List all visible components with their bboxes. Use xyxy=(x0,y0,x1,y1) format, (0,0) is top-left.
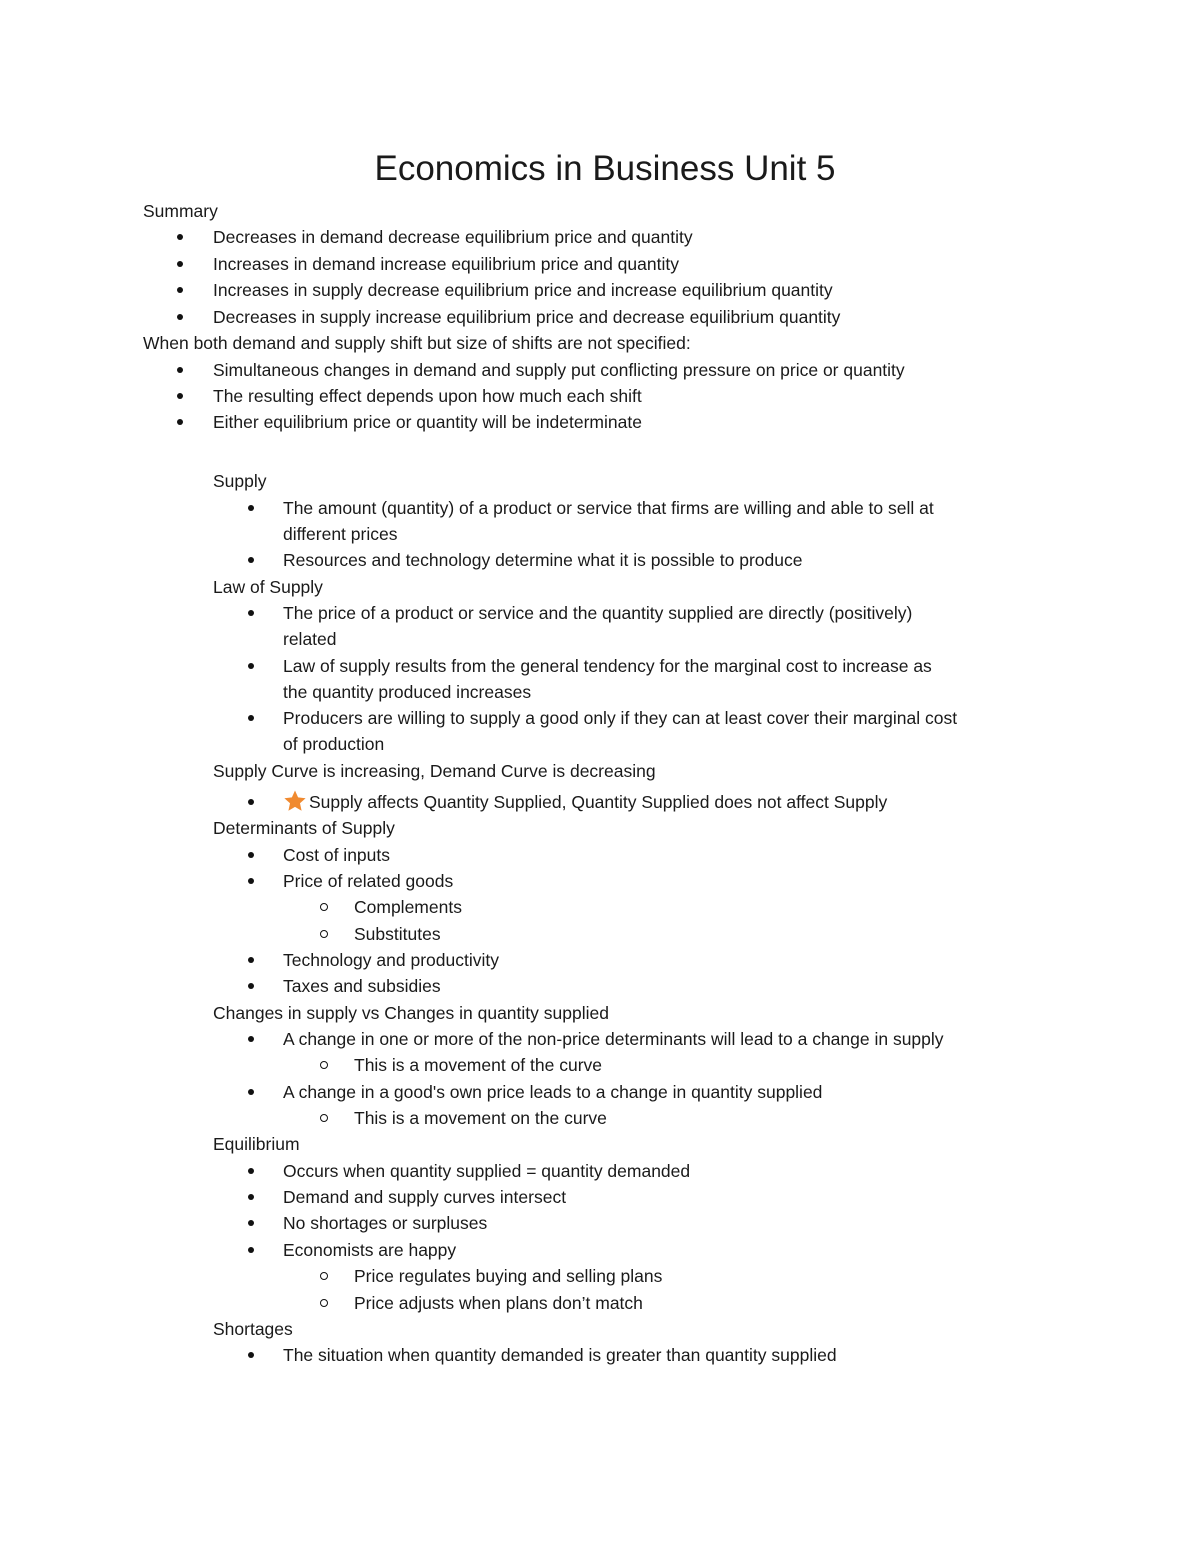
section-heading xyxy=(143,198,218,224)
line-text: Supply affects Quantity Supplied, Quantity Supplied does not affect Supply xyxy=(309,792,888,812)
line-text: Substitutes xyxy=(354,924,441,944)
sub-bullet-marker xyxy=(320,903,328,911)
bullet-marker xyxy=(177,234,183,240)
bullet-marker xyxy=(248,1194,254,1200)
bullet-marker xyxy=(248,799,254,805)
bullet-marker xyxy=(248,878,254,884)
star-icon xyxy=(283,789,307,813)
section-heading xyxy=(213,1316,293,1342)
section-heading xyxy=(213,574,323,600)
list-item xyxy=(354,894,462,920)
list-item xyxy=(283,495,934,521)
line-text: The situation when quantity demanded is greater than quantity supplied xyxy=(283,1345,837,1365)
line-text: Supply xyxy=(213,471,267,491)
line-text: The price of a product or service and the quantity supplied are directly (positively) xyxy=(283,603,913,623)
bullet-marker xyxy=(248,852,254,858)
list-item xyxy=(213,304,840,330)
list-item xyxy=(283,600,912,626)
list-item xyxy=(213,409,642,435)
bullet-marker xyxy=(177,261,183,267)
line-text: Simultaneous changes in demand and supply put conflicting pressure on price or quantity xyxy=(213,360,905,380)
bullet-marker xyxy=(177,314,183,320)
sub-bullet-marker xyxy=(320,1299,328,1307)
line-text: different prices xyxy=(283,524,398,544)
bullet-marker xyxy=(248,715,254,721)
list-item xyxy=(283,731,384,757)
line-text: The amount (quantity) of a product or service that firms are willing and able to sell at xyxy=(283,498,934,518)
line-text: Price of related goods xyxy=(283,871,454,891)
line-text: Determinants of Supply xyxy=(213,818,395,838)
line-text: Shortages xyxy=(213,1319,293,1339)
list-item xyxy=(283,868,453,894)
line-text: Supply Curve is increasing, Demand Curve is decreasing xyxy=(213,761,656,781)
line-text: No shortages or surpluses xyxy=(283,1213,488,1233)
line-text: Taxes and subsidies xyxy=(283,976,441,996)
bullet-marker xyxy=(248,557,254,563)
section-heading xyxy=(143,330,691,356)
bullet-marker xyxy=(248,1247,254,1253)
list-item xyxy=(283,653,932,679)
list-item xyxy=(283,547,802,573)
sub-bullet-marker xyxy=(320,1061,328,1069)
line-text: Decreases in demand decrease equilibrium price and quantity xyxy=(213,227,693,247)
bullet-marker xyxy=(177,287,183,293)
line-text: Producers are willing to supply a good only if they can at least cover their marginal cost xyxy=(283,708,958,728)
list-item xyxy=(283,789,887,815)
page-title: Economics in Business Unit 5 xyxy=(374,149,836,188)
list-item xyxy=(354,1105,607,1131)
line-text: Increases in supply decrease equilibrium price and increase equilibrium quantity xyxy=(213,280,833,300)
list-item xyxy=(283,947,499,973)
list-item xyxy=(283,1237,456,1263)
sub-bullet-marker xyxy=(320,1272,328,1280)
line-text: Price adjusts when plans don’t match xyxy=(354,1293,643,1313)
list-item xyxy=(354,1052,602,1078)
list-item xyxy=(283,626,337,652)
bullet-marker xyxy=(248,957,254,963)
list-item xyxy=(283,1184,566,1210)
bullet-marker xyxy=(177,393,183,399)
line-text: Price regulates buying and selling plans xyxy=(354,1266,663,1286)
section-heading xyxy=(213,815,395,841)
line-text: This is a movement on the curve xyxy=(354,1108,607,1128)
line-text: related xyxy=(283,629,337,649)
bullet-marker xyxy=(177,367,183,373)
line-text: Decreases in supply increase equilibrium price and decrease equilibrium quantity xyxy=(213,307,841,327)
line-text: A change in a good's own price leads to a change in quantity supplied xyxy=(283,1082,823,1102)
list-item xyxy=(354,1263,662,1289)
list-item xyxy=(283,521,397,547)
list-item xyxy=(283,1026,944,1052)
bullet-marker xyxy=(248,983,254,989)
line-text: Complements xyxy=(354,897,462,917)
line-text: A change in one or more of the non-price determinants will lead to a change in supply xyxy=(283,1029,944,1049)
bullet-marker xyxy=(248,1220,254,1226)
bullet-marker xyxy=(248,1089,254,1095)
line-text: Economists are happy xyxy=(283,1240,457,1260)
line-text: Resources and technology determine what it is possible to produce xyxy=(283,550,803,570)
list-item xyxy=(283,1079,822,1105)
sub-bullet-marker xyxy=(320,1114,328,1122)
line-text: Changes in supply vs Changes in quantity supplied xyxy=(213,1003,609,1023)
bullet-marker xyxy=(248,1168,254,1174)
line-text: of production xyxy=(283,734,385,754)
list-item xyxy=(354,921,441,947)
list-item xyxy=(213,357,905,383)
section-heading xyxy=(213,758,656,784)
section-heading xyxy=(213,1131,300,1157)
line-text: When both demand and supply shift but size of shifts are not specified: xyxy=(143,333,691,353)
line-text: Demand and supply curves intersect xyxy=(283,1187,567,1207)
line-text: Summary xyxy=(143,201,218,221)
line-text: Equilibrium xyxy=(213,1134,300,1154)
bullet-marker xyxy=(248,1036,254,1042)
line-text: Law of supply results from the general tendency for the marginal cost to increase as xyxy=(283,656,932,676)
sub-bullet-marker xyxy=(320,930,328,938)
bullet-marker xyxy=(248,505,254,511)
line-text: Either equilibrium price or quantity will be indeterminate xyxy=(213,412,642,432)
list-item xyxy=(354,1290,643,1316)
line-text: Cost of inputs xyxy=(283,845,390,865)
line-text: the quantity produced increases xyxy=(283,682,532,702)
list-item xyxy=(213,224,693,250)
line-text: The resulting effect depends upon how much each shift xyxy=(213,386,642,406)
list-item xyxy=(283,842,390,868)
line-text: Increases in demand increase equilibrium price and quantity xyxy=(213,254,679,274)
bullet-marker xyxy=(248,610,254,616)
line-text: Law of Supply xyxy=(213,577,323,597)
bullet-marker xyxy=(248,663,254,669)
list-item xyxy=(283,1158,690,1184)
bullet-marker xyxy=(248,1352,254,1358)
list-item xyxy=(283,973,441,999)
section-heading xyxy=(213,1000,609,1026)
list-item xyxy=(283,705,957,731)
bullet-marker xyxy=(177,419,183,425)
line-text: Technology and productivity xyxy=(283,950,499,970)
list-item xyxy=(213,277,833,303)
list-item xyxy=(283,679,531,705)
line-text: Occurs when quantity supplied = quantity demanded xyxy=(283,1161,691,1181)
list-item xyxy=(283,1342,837,1368)
line-text: This is a movement of the curve xyxy=(354,1055,603,1075)
list-item xyxy=(213,251,679,277)
section-heading xyxy=(213,468,267,494)
list-item xyxy=(283,1210,487,1236)
list-item xyxy=(213,383,642,409)
